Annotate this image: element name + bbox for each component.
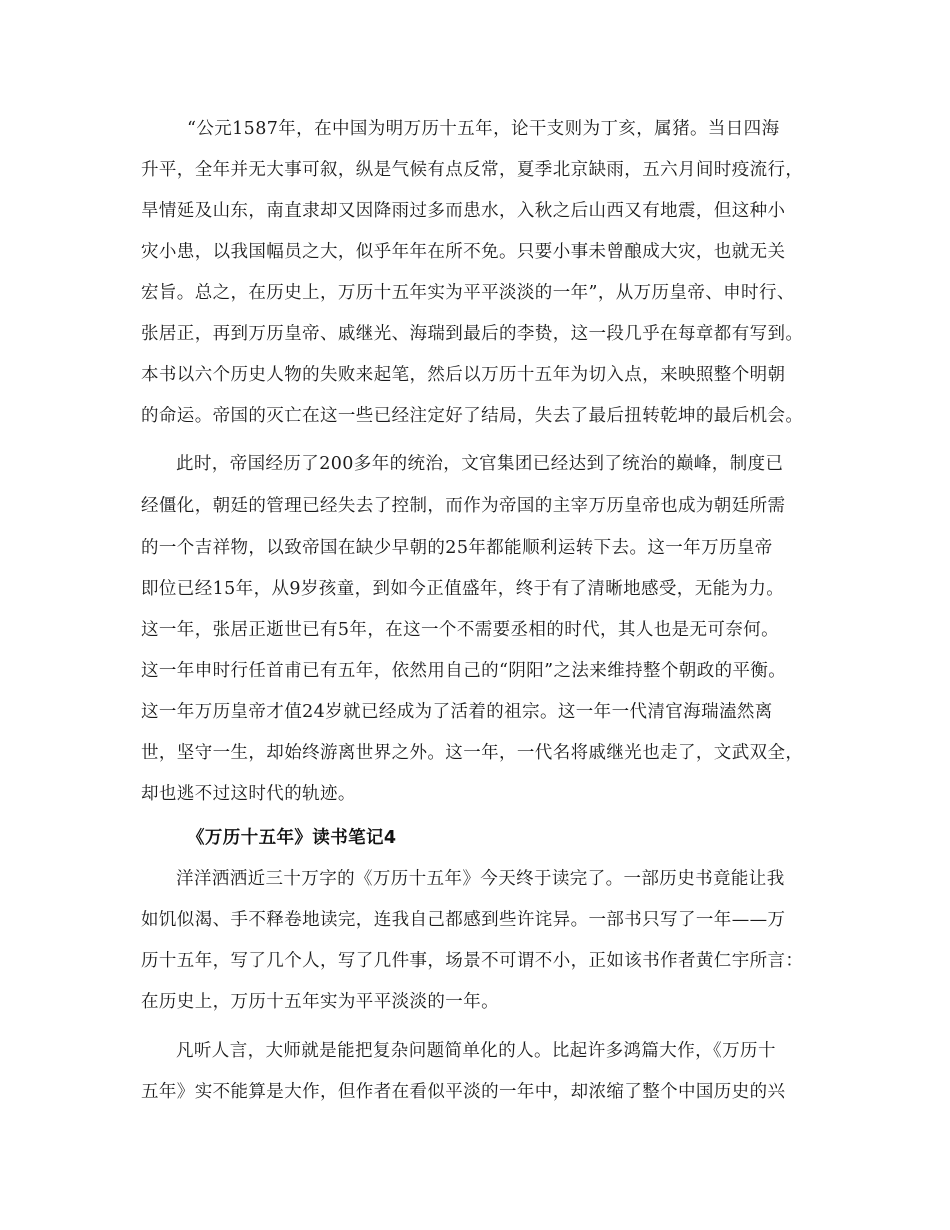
paragraph-2-line-7: 这一年万历皇帝才值24岁就已经成为了活着的祖宗。这一年一代清官海瑞溘然离	[141, 702, 773, 722]
paragraph-2-line-1: 此时，帝国经历了200多年的统治，文官集团已经达到了统治的巅峰，制度已	[176, 454, 784, 474]
paragraph-2-line-9: 却也逃不过这时代的轨迹。	[141, 784, 356, 804]
paragraph-1-line-3: 旱情延及山东，南直隶却又因降雨过多而患水，入秋之后山西又有地震，但这种小	[141, 201, 786, 221]
paragraph-4-line-1: 凡听人言，大师就是能把复杂问题简单化的人。比起许多鸿篇大作，《万历十	[176, 1041, 776, 1061]
paragraph-3-line-2: 如饥似渴、手不释卷地读完，连我自己都感到些许诧异。一部书只写了一年——万	[141, 910, 786, 930]
paragraph-2-line-6: 这一年申时行任首甫已有五年，依然用自己的“阴阳”之法来维持整个朝政的平衡。	[141, 661, 787, 681]
paragraph-2-line-4: 即位已经15年，从9岁孩童，到如今正值盛年，终于有了清晰地感受，无能为力。	[141, 579, 785, 599]
paragraph-2-line-8: 世，坚守一生，却始终游离世界之外。这一年，一代名将戚继光也走了，文武双全，	[141, 743, 804, 763]
paragraph-2-line-3: 的一个吉祥物，以致帝国在缺少早朝的25年都能顺利运转下去。这一年万历皇帝	[141, 538, 773, 558]
paragraph-1-line-5: 宏旨。总之，在历史上，万历十五年实为平平淡淡的一年”，从万历皇帝、申时行、	[141, 283, 795, 303]
paragraph-2-line-5: 这一年，张居正逝世已有5年，在这一个不需要丞相的时代，其人也是无可奈何。	[141, 620, 780, 640]
paragraph-1-line-4: 灾小患，以我国幅员之大，似乎年年在所不免。只要小事未曾酿成大灾，也就无关	[141, 242, 786, 262]
paragraph-3-line-4: 在历史上，万历十五年实为平平淡淡的一年。	[141, 992, 499, 1012]
paragraph-1-line-7: 本书以六个历史人物的失败来起笔，然后以万历十五年为切入点，来映照整个明朝	[141, 365, 786, 385]
paragraph-3-line-1: 洋洋洒洒近三十万字的《万历十五年》今天终于读完了。一部历史书竟能让我	[176, 869, 785, 889]
paragraph-1-line-1: “公元1587年，在中国为明万历十五年，论干支则为丁亥，属猪。当日四海	[187, 119, 780, 139]
paragraph-1-line-8: 的命运。帝国的灭亡在这一些已经注定好了结局，失去了最后扭转乾坤的最后机会。	[141, 406, 804, 426]
paragraph-1-line-6: 张居正，再到万历皇帝、戚继光、海瑞到最后的李贽，这一段几乎在每章都有写到。	[141, 324, 804, 344]
paragraph-4-line-2: 五年》实不能算是大作，但作者在看似平淡的一年中，却浓缩了整个中国历史的兴	[141, 1082, 786, 1102]
paragraph-2-line-2: 经僵化，朝廷的管理已经失去了控制，而作为帝国的主宰万历皇帝也成为朝廷所需	[141, 496, 786, 516]
paragraph-3-line-3: 历十五年，写了几个人，写了几件事，场景不可谓不小，正如该书作者黄仁宇所言：	[141, 951, 804, 971]
section-heading: 《万历十五年》读书笔记4	[187, 828, 397, 848]
paragraph-1-line-2: 升平，全年并无大事可叙，纵是气候有点反常，夏季北京缺雨，五六月间时疫流行，	[141, 160, 804, 180]
